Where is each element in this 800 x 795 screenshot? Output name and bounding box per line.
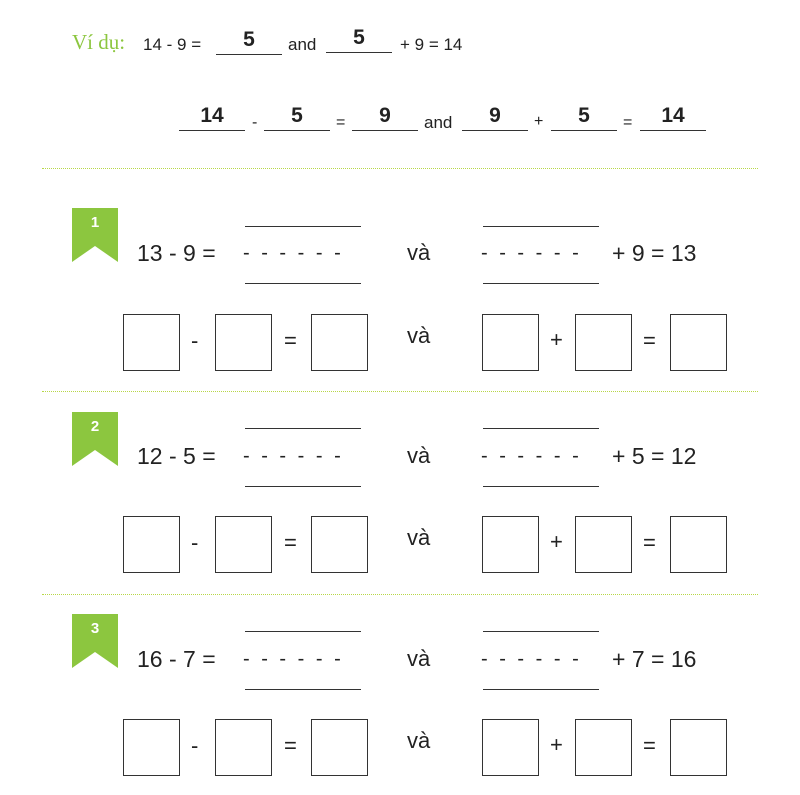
example-row2-minus: - bbox=[252, 114, 258, 131]
example-row2-d: 9 bbox=[462, 104, 528, 131]
exercise-number-3: 3 bbox=[90, 620, 100, 637]
answer-line[interactable] bbox=[483, 283, 599, 284]
answer-box[interactable] bbox=[670, 719, 727, 776]
answer-line[interactable] bbox=[245, 631, 361, 632]
exercise-3-rhs: + 7 = 16 bbox=[612, 646, 697, 672]
answer-box[interactable] bbox=[670, 314, 727, 371]
exercise-2-and: và bbox=[407, 443, 431, 468]
divider-2 bbox=[42, 594, 758, 595]
exercise-1-and-2: và bbox=[407, 323, 431, 348]
exercise-badge-3 bbox=[72, 614, 118, 668]
divider-1 bbox=[42, 391, 758, 392]
example-and-1: and bbox=[288, 35, 317, 54]
answer-box[interactable] bbox=[311, 516, 368, 573]
plus-sign: + bbox=[550, 327, 563, 352]
example-answer-1: 5 bbox=[216, 28, 282, 55]
answer-box[interactable] bbox=[575, 314, 632, 371]
exercise-number-2: 2 bbox=[90, 418, 100, 435]
answer-dash-line[interactable]: - - - - - - bbox=[481, 242, 582, 264]
minus-sign: - bbox=[191, 328, 199, 353]
example-row2-e: 5 bbox=[551, 104, 617, 131]
answer-dash-line[interactable]: - - - - - - bbox=[243, 445, 344, 467]
exercise-badge-1 bbox=[72, 208, 118, 262]
example-row2-and: and bbox=[424, 113, 453, 132]
answer-box[interactable] bbox=[215, 719, 272, 776]
equals-sign: = bbox=[643, 328, 656, 353]
answer-box[interactable] bbox=[670, 516, 727, 573]
equals-sign: = bbox=[643, 530, 656, 555]
answer-box[interactable] bbox=[123, 516, 180, 573]
example-row2-a: 14 bbox=[179, 104, 245, 131]
example-lhs: 14 - 9 = bbox=[143, 35, 202, 54]
answer-box[interactable] bbox=[482, 719, 539, 776]
answer-box[interactable] bbox=[123, 314, 180, 371]
exercise-1-and: và bbox=[407, 240, 431, 265]
example-row2-f: 14 bbox=[640, 104, 706, 131]
divider-top bbox=[42, 168, 758, 169]
answer-box[interactable] bbox=[215, 314, 272, 371]
exercise-3-and-2: và bbox=[407, 728, 431, 753]
answer-line[interactable] bbox=[245, 226, 361, 227]
answer-line[interactable] bbox=[245, 283, 361, 284]
exercise-3-and: và bbox=[407, 646, 431, 671]
exercise-1-lhs: 13 - 9 = bbox=[137, 240, 216, 266]
equals-sign: = bbox=[284, 733, 297, 758]
answer-box[interactable] bbox=[123, 719, 180, 776]
answer-box[interactable] bbox=[575, 719, 632, 776]
equals-sign: = bbox=[284, 328, 297, 353]
example-label: Ví dụ: bbox=[72, 30, 126, 54]
example-row2-eq1: = bbox=[336, 114, 346, 131]
answer-dash-line[interactable]: - - - - - - bbox=[481, 648, 582, 670]
equals-sign: = bbox=[643, 733, 656, 758]
example-answer-2: 5 bbox=[326, 26, 392, 53]
answer-dash-line[interactable]: - - - - - - bbox=[481, 445, 582, 467]
equals-sign: = bbox=[284, 530, 297, 555]
exercise-3-lhs: 16 - 7 = bbox=[137, 646, 216, 672]
example-row2-b: 5 bbox=[264, 104, 330, 131]
plus-sign: + bbox=[550, 529, 563, 554]
exercise-2-rhs: + 5 = 12 bbox=[612, 443, 697, 469]
answer-box[interactable] bbox=[311, 719, 368, 776]
answer-line[interactable] bbox=[483, 428, 599, 429]
exercise-1-rhs: + 9 = 13 bbox=[612, 240, 697, 266]
answer-box[interactable] bbox=[311, 314, 368, 371]
example-row2-plus: + bbox=[534, 113, 544, 130]
minus-sign: - bbox=[191, 733, 199, 758]
answer-line[interactable] bbox=[483, 689, 599, 690]
exercise-badge-2 bbox=[72, 412, 118, 466]
answer-line[interactable] bbox=[245, 428, 361, 429]
answer-box[interactable] bbox=[215, 516, 272, 573]
answer-dash-line[interactable]: - - - - - - bbox=[243, 648, 344, 670]
answer-line[interactable] bbox=[245, 486, 361, 487]
example-rhs: + 9 = 14 bbox=[400, 35, 463, 54]
answer-box[interactable] bbox=[482, 516, 539, 573]
answer-line[interactable] bbox=[483, 226, 599, 227]
answer-line[interactable] bbox=[483, 486, 599, 487]
answer-line[interactable] bbox=[245, 689, 361, 690]
exercise-2-lhs: 12 - 5 = bbox=[137, 443, 216, 469]
exercise-number-1: 1 bbox=[90, 214, 100, 231]
example-row2-eq2: = bbox=[623, 114, 633, 131]
answer-line[interactable] bbox=[483, 631, 599, 632]
plus-sign: + bbox=[550, 732, 563, 757]
example-row2-c: 9 bbox=[352, 104, 418, 131]
answer-dash-line[interactable]: - - - - - - bbox=[243, 242, 344, 264]
exercise-2-and-2: và bbox=[407, 525, 431, 550]
answer-box[interactable] bbox=[575, 516, 632, 573]
answer-box[interactable] bbox=[482, 314, 539, 371]
minus-sign: - bbox=[191, 530, 199, 555]
